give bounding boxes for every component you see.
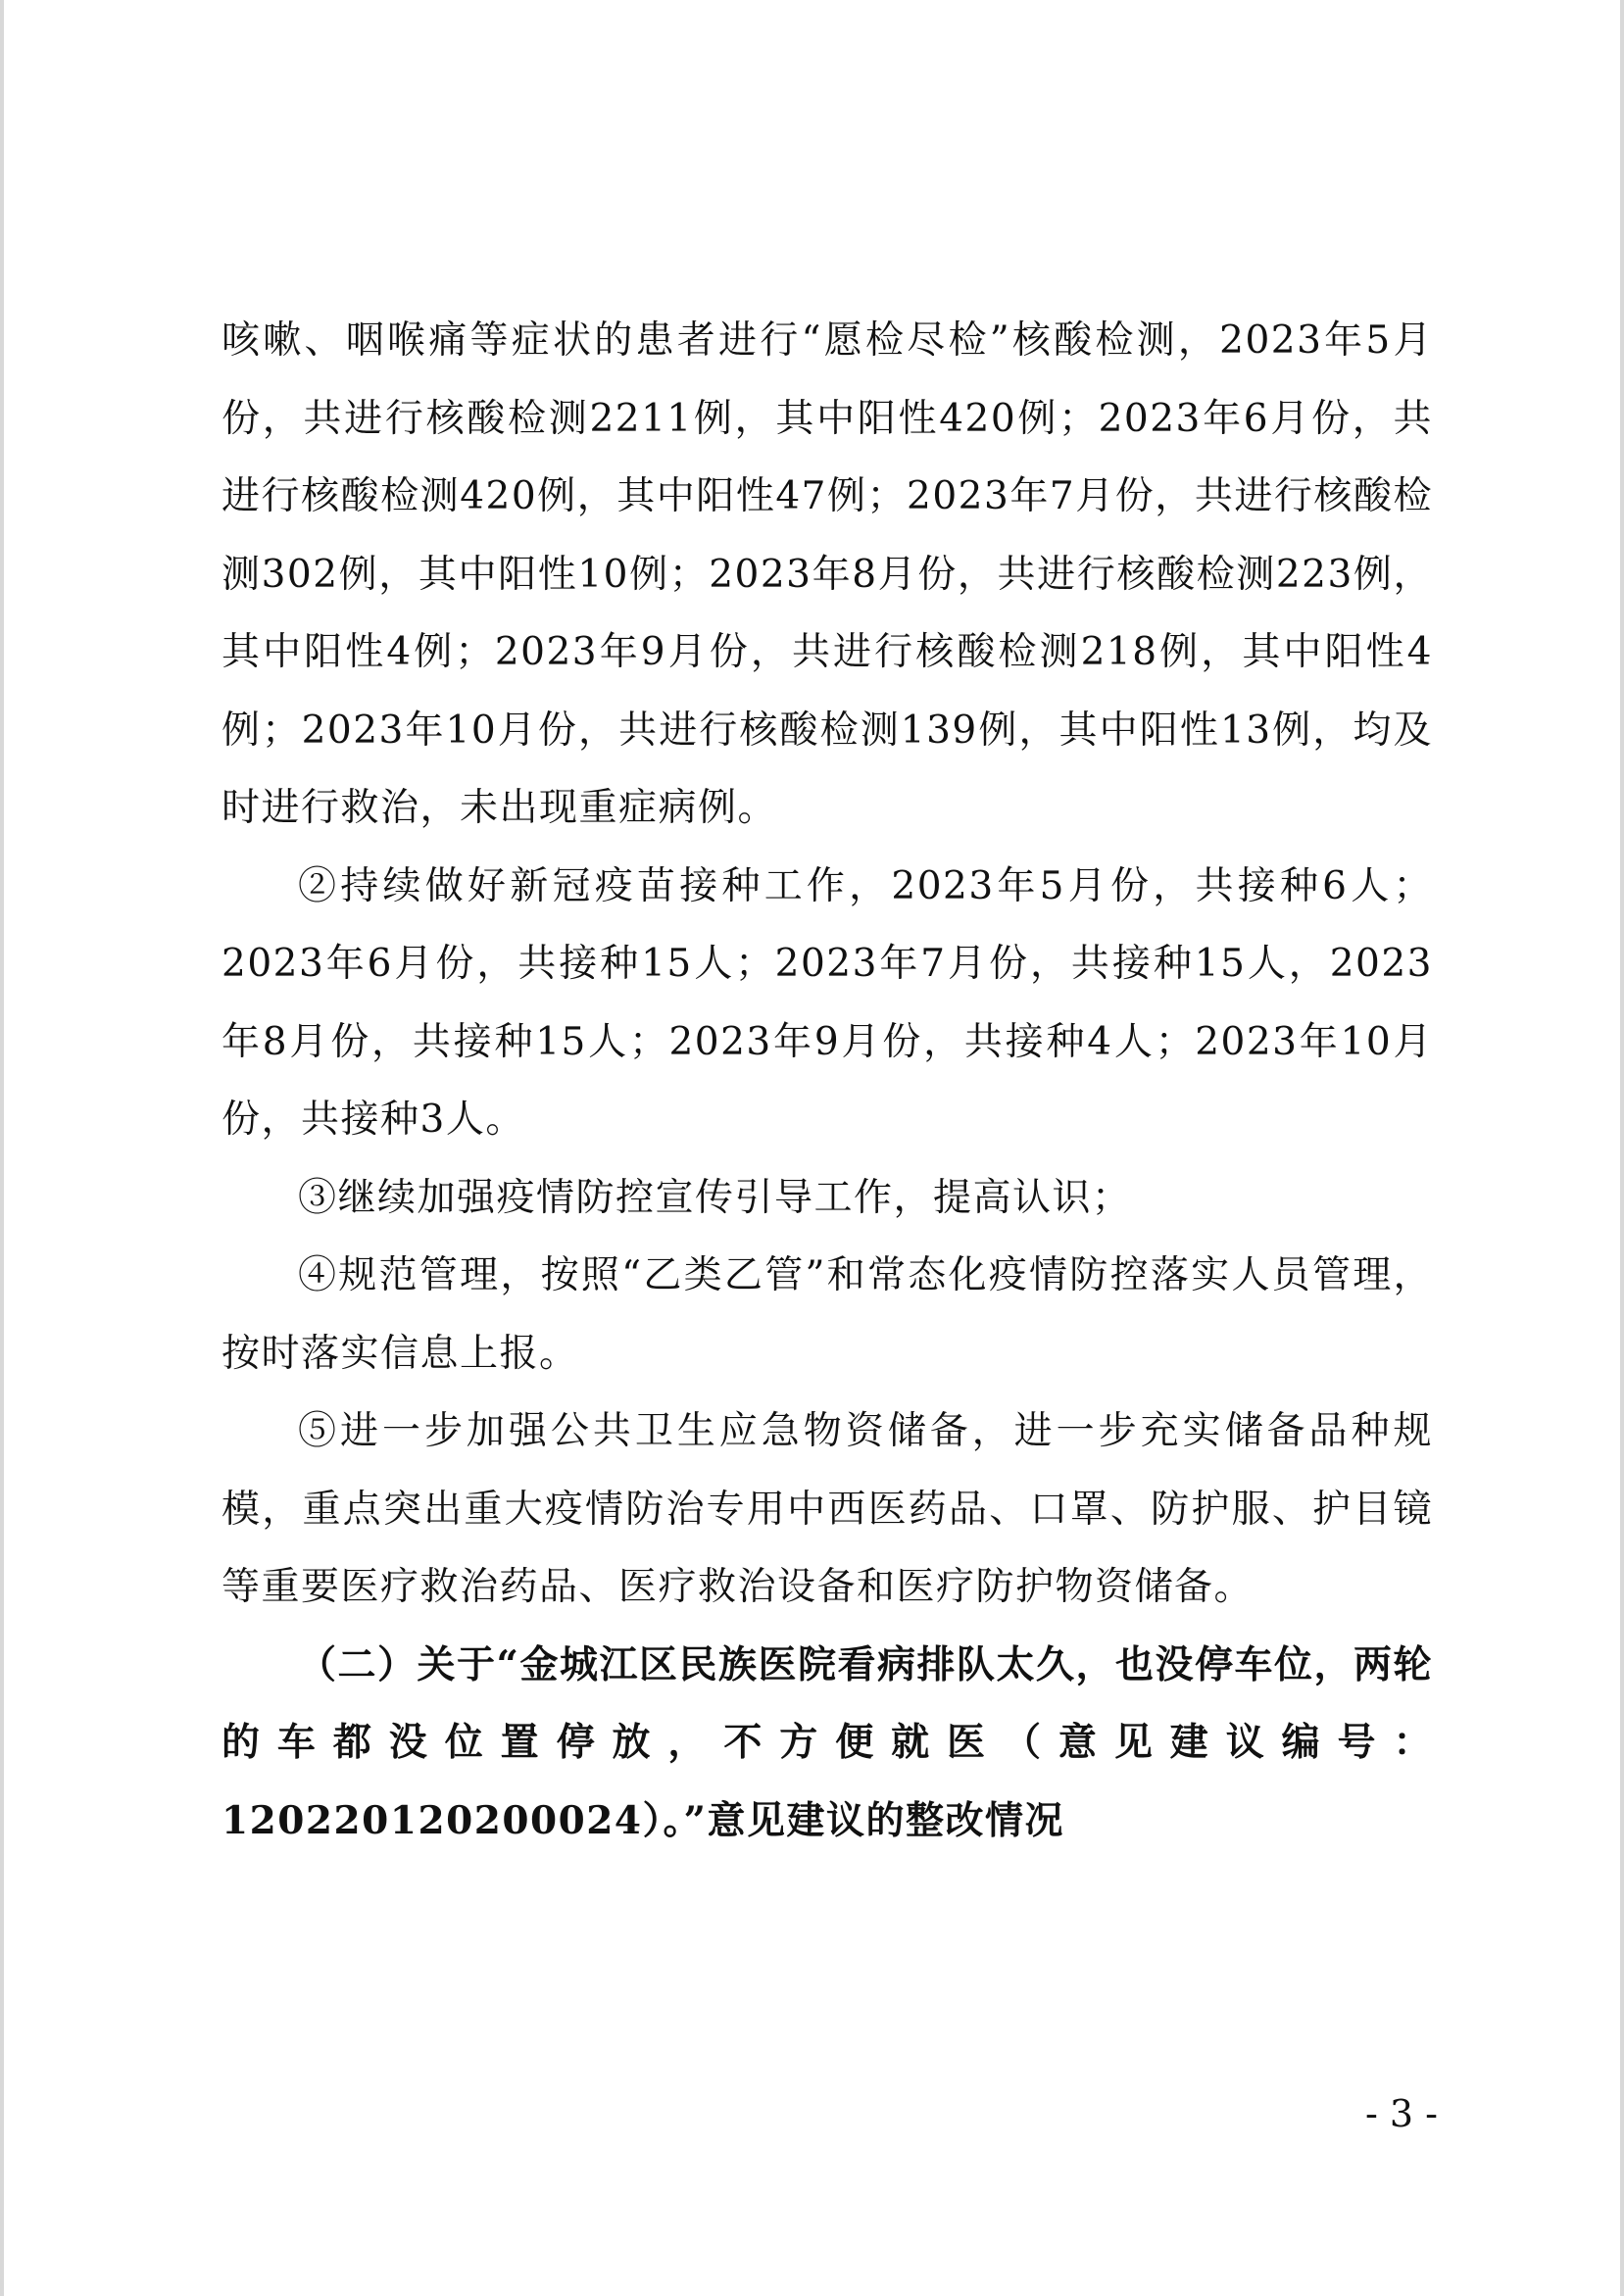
paragraph-publicity: ③继续加强疫情防控宣传引导工作，提高认识； [298, 1175, 1132, 1220]
page-number: - 3 - [1364, 2092, 1438, 2135]
scan-edge-left [0, 0, 4, 2296]
scan-edge-right [1620, 0, 1624, 2296]
section-heading-2: （二）关于“金城江区民族医院看病排队太久，也没停车位，两轮的车都没位置停放，不方便就医（意见建议编号：120220120200024）。”意见建议的整改情况 [221, 1641, 1433, 1843]
paragraph-vaccination: ②持续做好新冠疫苗接种工作，2023年5月份，共接种6人；2023年6月份，共接种15人；2023年7月份，共接种15人，2023年8月份，共接种15人；2023年9月份，共接种4人；2023年10月份，共接种3人。 [221, 863, 1433, 1142]
document-body [221, 302, 1433, 1860]
paragraph-management: ④规范管理，按照“乙类乙管”和常态化疫情防控落实人员管理，按时落实信息上报。 [221, 1253, 1433, 1376]
paragraph-supplies-reserve: ⑤进一步加强公共卫生应急物资储备，进一步充实储备品种规模，重点突出重大疫情防治专用中西医药品、口罩、防护服、护目镜等重要医疗救治药品、医疗救治设备和医疗防护物资储备。 [221, 1409, 1433, 1609]
paragraph-testing-continuation: 咳嗽、咽喉痛等症状的患者进行“愿检尽检”核酸检测，2023年5月份，共进行核酸检测2211例，其中阳性420例；2023年6月份，共进行核酸检测420例，其中阳性47例；2023年7月份，共进行核酸检测302例，其中阳性10例；2023年8月份，共进行核酸检测223例，其中阳性4例；2023年9月份，共进行核酸检测218例，其中阳性4例；2023年10月份，共进行核酸检测139例，其中阳性13例，均及时进行救治，未出现重症病例。 [221, 318, 1433, 830]
